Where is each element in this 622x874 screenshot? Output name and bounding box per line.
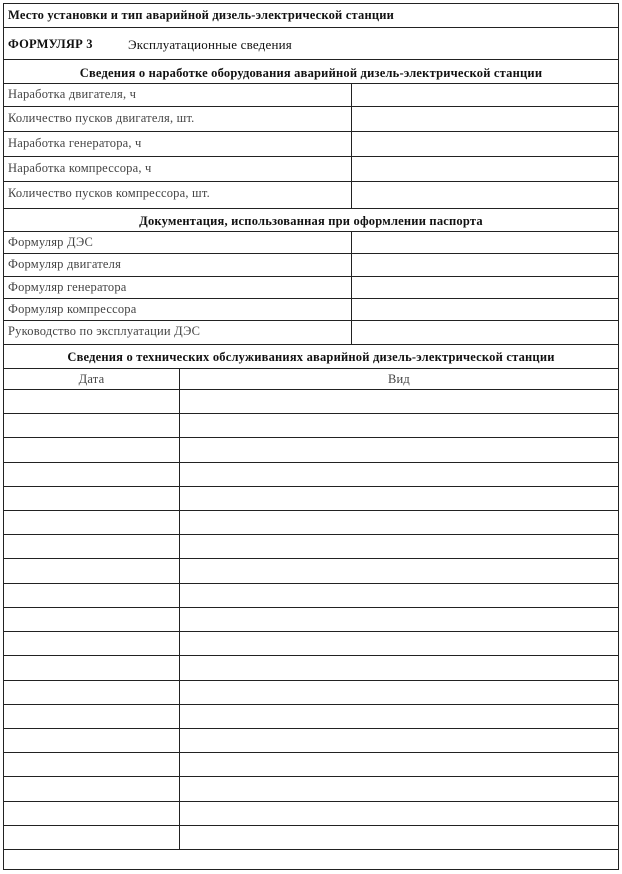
operating-section-title-row	[4, 60, 618, 84]
maintenance-section-title: Сведения о технических обслуживаниях аварийной дизель-электрической станции	[67, 350, 555, 364]
table-row	[4, 681, 618, 705]
table-row	[4, 299, 618, 321]
table-row	[4, 705, 618, 729]
maintenance-section-title-row	[4, 345, 618, 369]
table-row	[4, 277, 618, 299]
row-label: Наработка двигателя, ч	[8, 87, 137, 101]
header-title-row	[4, 4, 618, 28]
table-row	[4, 802, 618, 826]
table-row	[4, 254, 618, 277]
row-label: Формуляр ДЭС	[8, 235, 93, 249]
passport-form	[3, 3, 619, 870]
row-label: Количество пусков двигателя, шт.	[8, 111, 195, 125]
table-row	[4, 729, 618, 753]
table-row	[4, 826, 618, 850]
table-row	[4, 584, 618, 608]
table-row	[4, 132, 618, 157]
row-label: Формуляр двигателя	[8, 257, 122, 271]
table-row	[4, 157, 618, 182]
row-label: Наработка компрессора, ч	[8, 161, 152, 175]
table-row	[4, 777, 618, 801]
table-row	[4, 182, 618, 209]
bottom-strip	[4, 850, 618, 870]
row-label: Количество пусков компрессора, шт.	[8, 186, 210, 200]
documents-section-title-row	[4, 209, 618, 232]
table-row	[4, 438, 618, 462]
row-label: Наработка генератора, ч	[8, 136, 142, 150]
table-row	[4, 632, 618, 656]
table-row	[4, 232, 618, 254]
station-title: Место установки и тип аварийной дизель-электрической станции	[8, 8, 395, 22]
maintenance-header-row	[4, 369, 618, 390]
form-label: ФОРМУЛЯР 3	[8, 37, 93, 51]
row-label: Руководство по эксплуатации ДЭС	[8, 324, 201, 338]
table-row	[4, 390, 618, 414]
table-row	[4, 107, 618, 132]
table-row	[4, 84, 618, 107]
operating-section-title: Сведения о наработке оборудования аварийной дизель-электрической станции	[79, 66, 543, 80]
table-row	[4, 321, 618, 345]
form-subtitle: Эксплуатационные сведения	[128, 37, 292, 52]
documents-column-divider	[351, 232, 352, 345]
type-column-header: Вид	[388, 372, 410, 386]
maintenance-column-divider	[179, 369, 180, 850]
operating-column-divider	[351, 84, 352, 209]
table-row	[4, 535, 618, 559]
table-row	[4, 559, 618, 583]
table-row	[4, 487, 618, 511]
table-row	[4, 511, 618, 535]
table-row	[4, 463, 618, 487]
table-row	[4, 753, 618, 777]
table-row	[4, 414, 618, 438]
row-label: Формуляр генератора	[8, 280, 127, 294]
documents-section-title: Документация, использованная при оформлении паспорта	[139, 214, 483, 228]
form-label-row	[4, 28, 618, 60]
row-label: Формуляр компрессора	[8, 302, 137, 316]
date-column-header: Дата	[78, 372, 105, 386]
table-row	[4, 608, 618, 632]
table-row	[4, 656, 618, 680]
